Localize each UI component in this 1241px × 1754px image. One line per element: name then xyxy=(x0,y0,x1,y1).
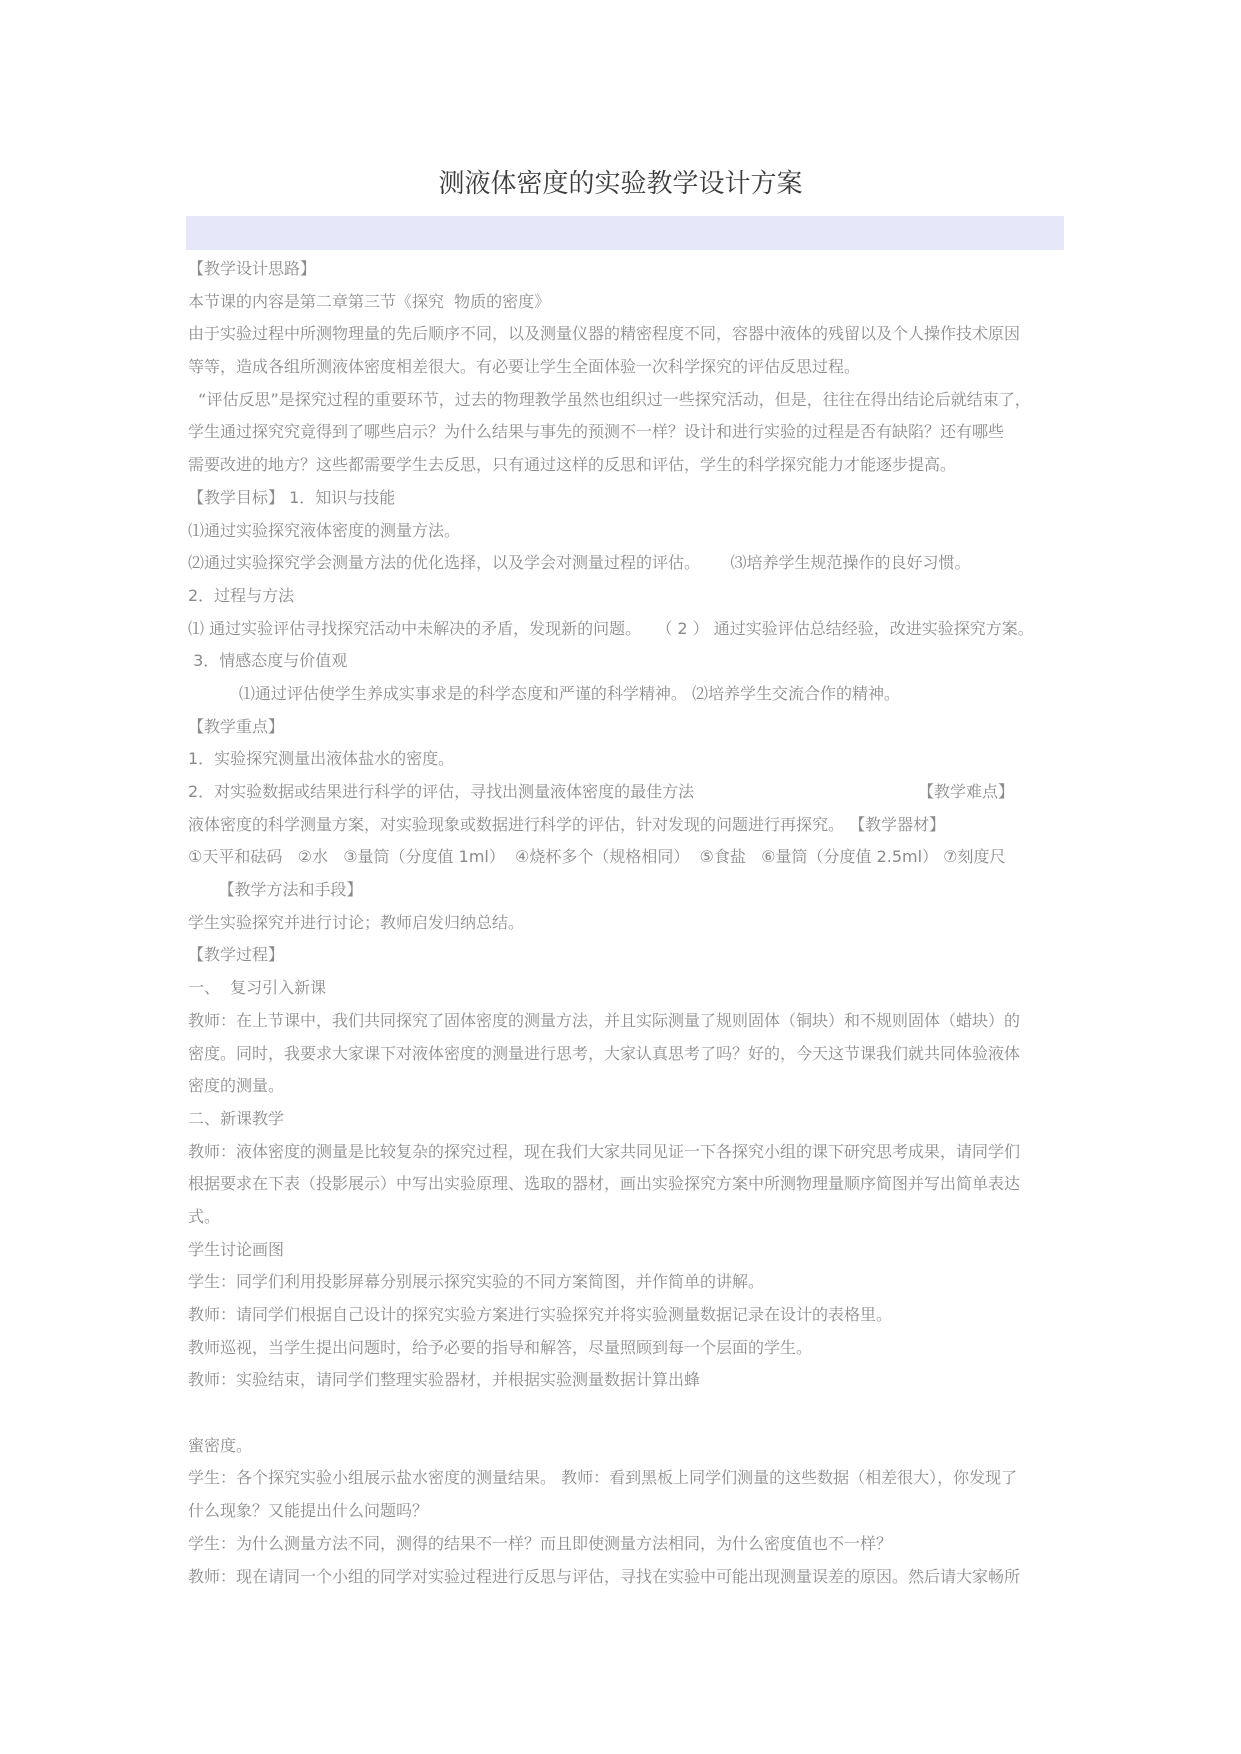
text-line: 密度的测量。 xyxy=(188,1076,285,1096)
text-line: 学生讨论画图 xyxy=(188,1239,285,1259)
text-line xyxy=(188,1397,1068,1430)
text-line: 液体密度的科学测量方案，对实验现象或数据进行科学的评估，针对发现的问题进行再探究。 【教学器材】 xyxy=(188,814,946,834)
text-line: 教师：请同学们根据自己设计的探究实验方案进行实验探究并将实验测量数据记录在设计的表格里。 xyxy=(188,1305,893,1324)
text-line: 教师：现在请同一个小组的同学对实验过程进行反思与评估，寻找在实验中可能出现测量误差的原因。然后请大家畅所 xyxy=(188,1566,1021,1586)
text-line: ⑴ 通过实验评估寻找探究活动中未解决的矛盾，发现新的问题。 （ 2 ） 通过实验评估总结经验，改进实验探究方案。 xyxy=(188,618,1034,638)
text-line: 【教学方法和手段】 xyxy=(188,880,363,900)
text-line: 蜜密度。 xyxy=(188,1435,253,1455)
text-line: 学生通过探究究竟得到了哪些启示？为什么结果与事先的预测不一样？设计和进行实验的过程是否有缺陷？还有哪些 xyxy=(188,422,1005,442)
text-line: 1．实验探究测量出液体盐水的密度。 xyxy=(188,749,455,769)
text-line: ⑴通过评估使学生养成实事求是的科学态度和严谨的科学精神。 ⑵培养学生交流合作的精神。 xyxy=(188,683,900,703)
text-line: 需要改进的地方？这些都需要学生去反思，只有通过这样的反思和评估，学生的科学探究能力才能逐步提高。 xyxy=(188,455,957,475)
text-line: 【教学重点】 xyxy=(188,716,285,736)
text-line: 什么现象？又能提出什么问题吗？ xyxy=(188,1501,429,1521)
text-line: 2．过程与方法 xyxy=(188,585,295,605)
text-line: 【教学过程】 xyxy=(188,945,285,965)
text-line: ⑴通过实验探究液体密度的测量方法。 xyxy=(188,520,461,540)
text-line: 密度。同时，我要求大家课下对液体密度的测量进行思考，大家认真思考了吗？好的，今天这节课我们就共同体验液体 xyxy=(188,1043,1021,1063)
document-title: 测液体密度的实验教学设计方案 xyxy=(438,169,803,199)
text-line: 二、新课教学 xyxy=(188,1108,285,1128)
text-line: 【教学设计思路】 xyxy=(188,259,317,278)
header-band xyxy=(186,216,1064,250)
text-line: 式。 xyxy=(188,1206,221,1226)
text-line: 一、 复习引入新课 xyxy=(188,978,327,998)
text-line: 【教学目标】 1．知识与技能 xyxy=(188,487,396,507)
text-line: 根据要求在下表（投影展示）中写出实验原理、选取的器材，画出实验探究方案中所测物理量顺序简图并写出简单表达 xyxy=(188,1174,1021,1194)
text-line: 学生实验探究并进行讨论；教师启发归纳总结。 xyxy=(188,912,525,932)
text-line: 由于实验过程中所测物理量的先后顺序不同，以及测量仪器的精密程度不同，容器中液体的残留以及个人操作技术原因 xyxy=(188,324,1021,344)
text-line: “评估反思”是探究过程的重要环节，过去的物理教学虽然也组织过一些探究活动，但是，往往在得出结论后就结束了， xyxy=(188,389,1031,409)
text-line: 学生：各个探究实验小组展示盐水密度的测量结果。 教师：看到黑板上同学们测量的这些数据（相差很大），你发现了 xyxy=(188,1468,1018,1488)
text-line: 教师：在上节课中，我们共同探究了固体密度的测量方法，并且实际测量了规则固体（铜块）和不规则固体（蜡块）的 xyxy=(188,1010,1021,1030)
text-line: 3．情感态度与价值观 xyxy=(188,651,348,671)
document-body xyxy=(188,253,1068,1593)
text-line: 等等，造成各组所测液体密度相差很大。有必要让学生全面体验一次科学探究的评估反思过程。 xyxy=(188,357,861,377)
text-line: 本节课的内容是第二章第三节《探究 物质的密度》 xyxy=(188,291,551,311)
text-line: 教师：实验结束，请同学们整理实验器材，并根据实验测量数据计算出蜂 xyxy=(188,1370,701,1390)
text-line: 学生：为什么测量方法不同，测得的结果不一样？而且即使测量方法相同，为什么密度值也不一样？ xyxy=(188,1533,893,1553)
text-line: 2．对实验数据或结果进行科学的评估，寻找出测量液体密度的最佳方法 【教学难点】 xyxy=(188,782,1014,801)
text-line: ①天平和砝码 ②水 ③量筒（分度值 1ml） ④烧杯多个（规格相同） ⑤食盐 ⑥量筒（分度值 2.5ml） ⑦刻度尺 xyxy=(188,847,1006,867)
text-line: 教师巡视，当学生提出问题时，给予必要的指导和解答，尽量照顾到每一个层面的学生。 xyxy=(188,1337,813,1357)
text-line: ⑵通过实验探究学会测量方法的优化选择，以及学会对测量过程的评估。 ⑶培养学生规范操作的良好习惯。 xyxy=(188,553,971,573)
text-line: 教师：液体密度的测量是比较复杂的探究过程，现在我们大家共同见证一下各探究小组的课下研究思考成果，请同学们 xyxy=(188,1141,1021,1161)
text-line: 学生：同学们利用投影屏幕分别展示探究实验的不同方案简图，并作简单的讲解。 xyxy=(188,1272,765,1292)
